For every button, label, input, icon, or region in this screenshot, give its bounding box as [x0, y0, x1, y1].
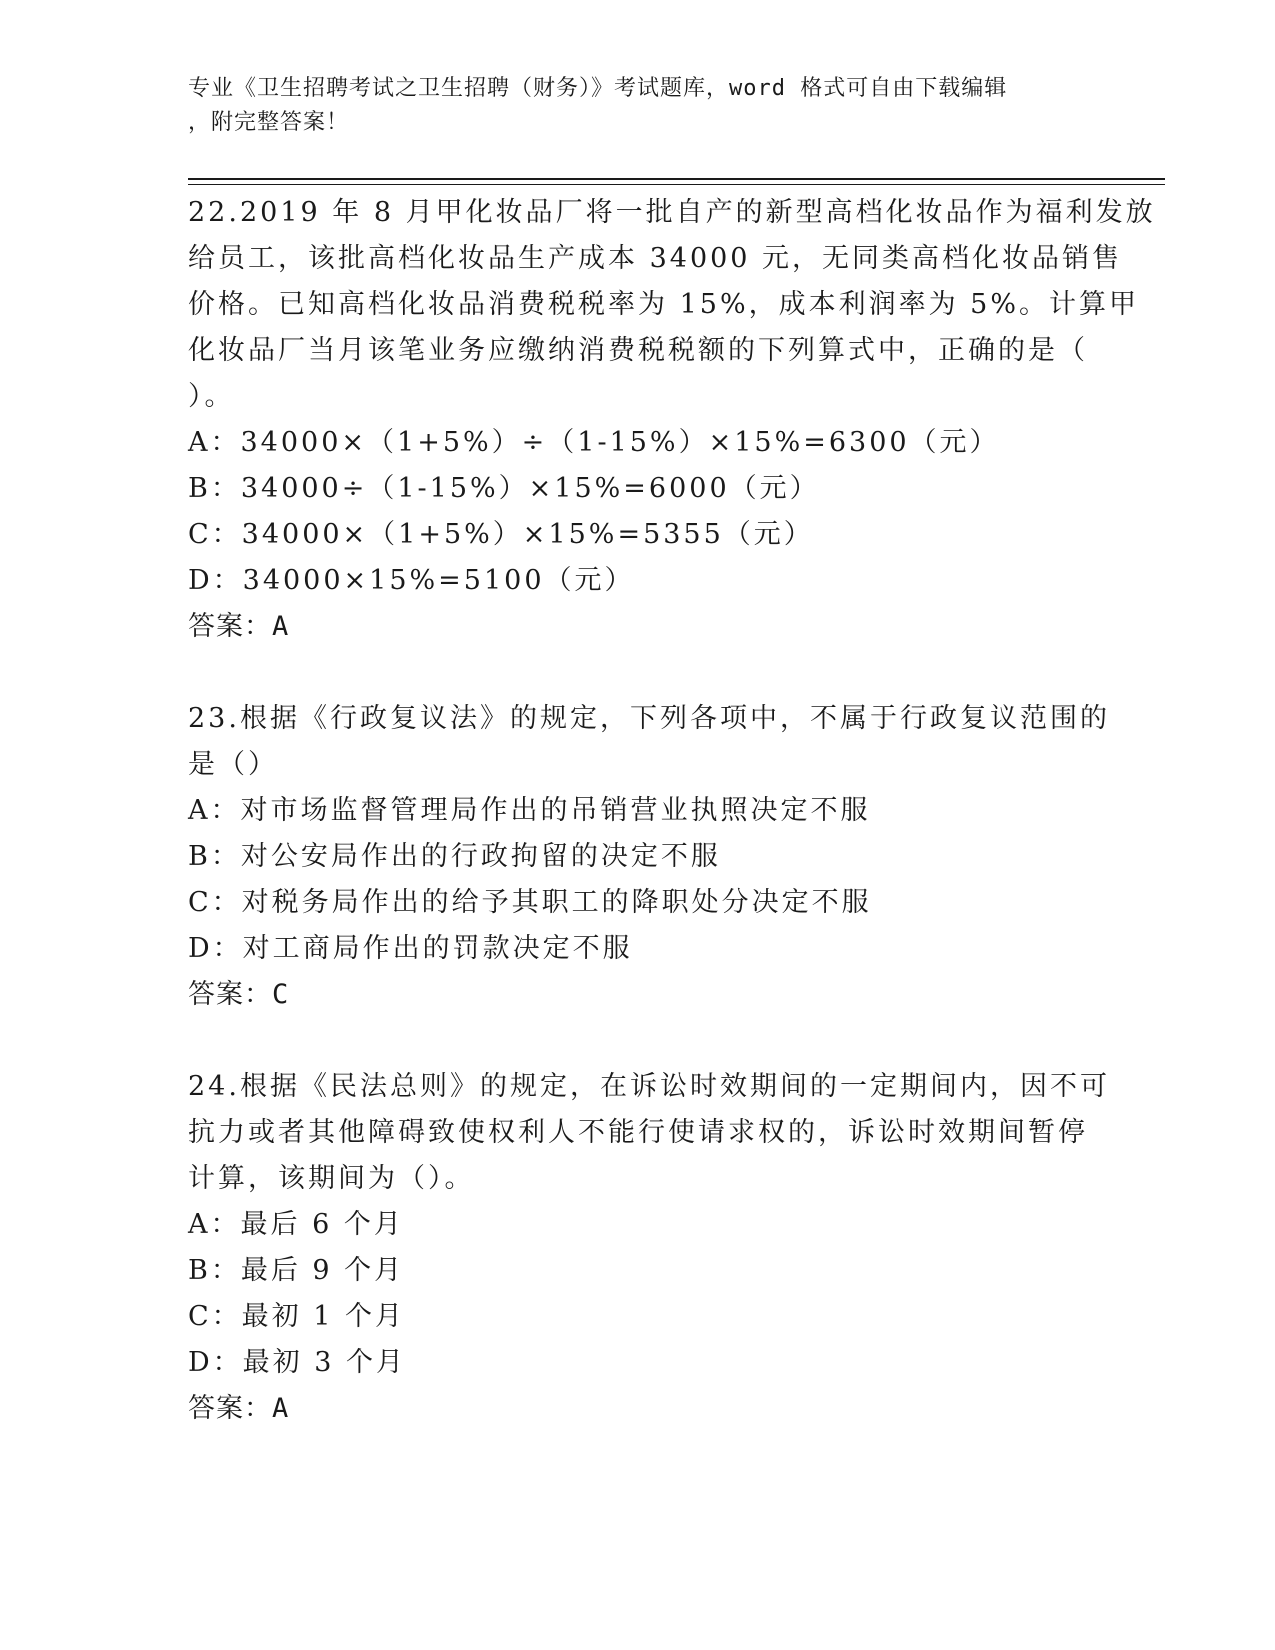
question-23: [188, 696, 1110, 1018]
option-b: B：最后 9 个月: [188, 1255, 405, 1286]
option-b: B：对公安局作出的行政拘留的决定不服: [188, 841, 721, 872]
question-stem-line: 价格。已知高档化妆品消费税税率为 15%，成本利润率为 5%。计算甲: [188, 289, 1140, 320]
question-stem-line: 抗力或者其他障碍致使权利人不能行使请求权的，诉讼时效期间暂停: [188, 1117, 1088, 1148]
question-spacer: [188, 650, 1088, 696]
answer-label: 答案：A: [188, 611, 290, 642]
answer-label: 答案：C: [188, 979, 290, 1010]
question-stem-line: 给员工，该批高档化妆品生产成本 34000 元，无同类高档化妆品销售: [188, 243, 1123, 274]
option-d: D：对工商局作出的罚款决定不服: [188, 933, 633, 964]
option-c: C：最初 1 个月: [188, 1301, 406, 1332]
question-stem-line: 23.根据《行政复议法》的规定，下列各项中，不属于行政复议范围的: [188, 703, 1110, 734]
question-spacer: [188, 1018, 1088, 1064]
option-b: B：34000÷（1-15%）×15%=6000（元）: [188, 473, 820, 504]
document-header: [188, 72, 1088, 140]
option-c: C：34000×（1+5%）×15%=5355（元）: [188, 519, 814, 550]
header-line-1: 专业《卫生招聘考试之卫生招聘（财务）》考试题库，word 格式可自由下载编辑: [188, 76, 1008, 101]
question-stem-line: 24.根据《民法总则》的规定，在诉讼时效期间的一定期间内，因不可: [188, 1071, 1110, 1102]
header-line-2: ，附完整答案！: [188, 110, 350, 135]
question-stem-line: ）。: [188, 381, 235, 412]
header-divider-thick: [188, 178, 1165, 180]
option-a: A：对市场监督管理局作出的吊销营业执照决定不服: [188, 795, 871, 826]
question-list: [188, 190, 1156, 1432]
answer-label: 答案：A: [188, 1393, 290, 1424]
question-stem-line: 22.2019 年 8 月甲化妆品厂将一批自产的新型高档化妆品作为福利发放: [188, 197, 1156, 228]
question-24: [188, 1064, 1110, 1432]
option-d: D：最初 3 个月: [188, 1347, 406, 1378]
question-stem-line: 计算，该期间为（）。: [188, 1163, 475, 1194]
option-a: A：34000×（1+5%）÷（1-15%）×15%=6300（元）: [188, 427, 1000, 458]
option-d: D：34000×15%=5100（元）: [188, 565, 635, 596]
header-divider-thin: [188, 184, 1165, 185]
question-stem-line: 是（）: [188, 749, 278, 780]
question-22: [188, 190, 1156, 650]
question-stem-line: 化妆品厂当月该笔业务应缴纳消费税税额的下列算式中，正确的是（: [188, 335, 1088, 366]
option-a: A：最后 6 个月: [188, 1209, 404, 1240]
option-c: C：对税务局作出的给予其职工的降职处分决定不服: [188, 887, 872, 918]
